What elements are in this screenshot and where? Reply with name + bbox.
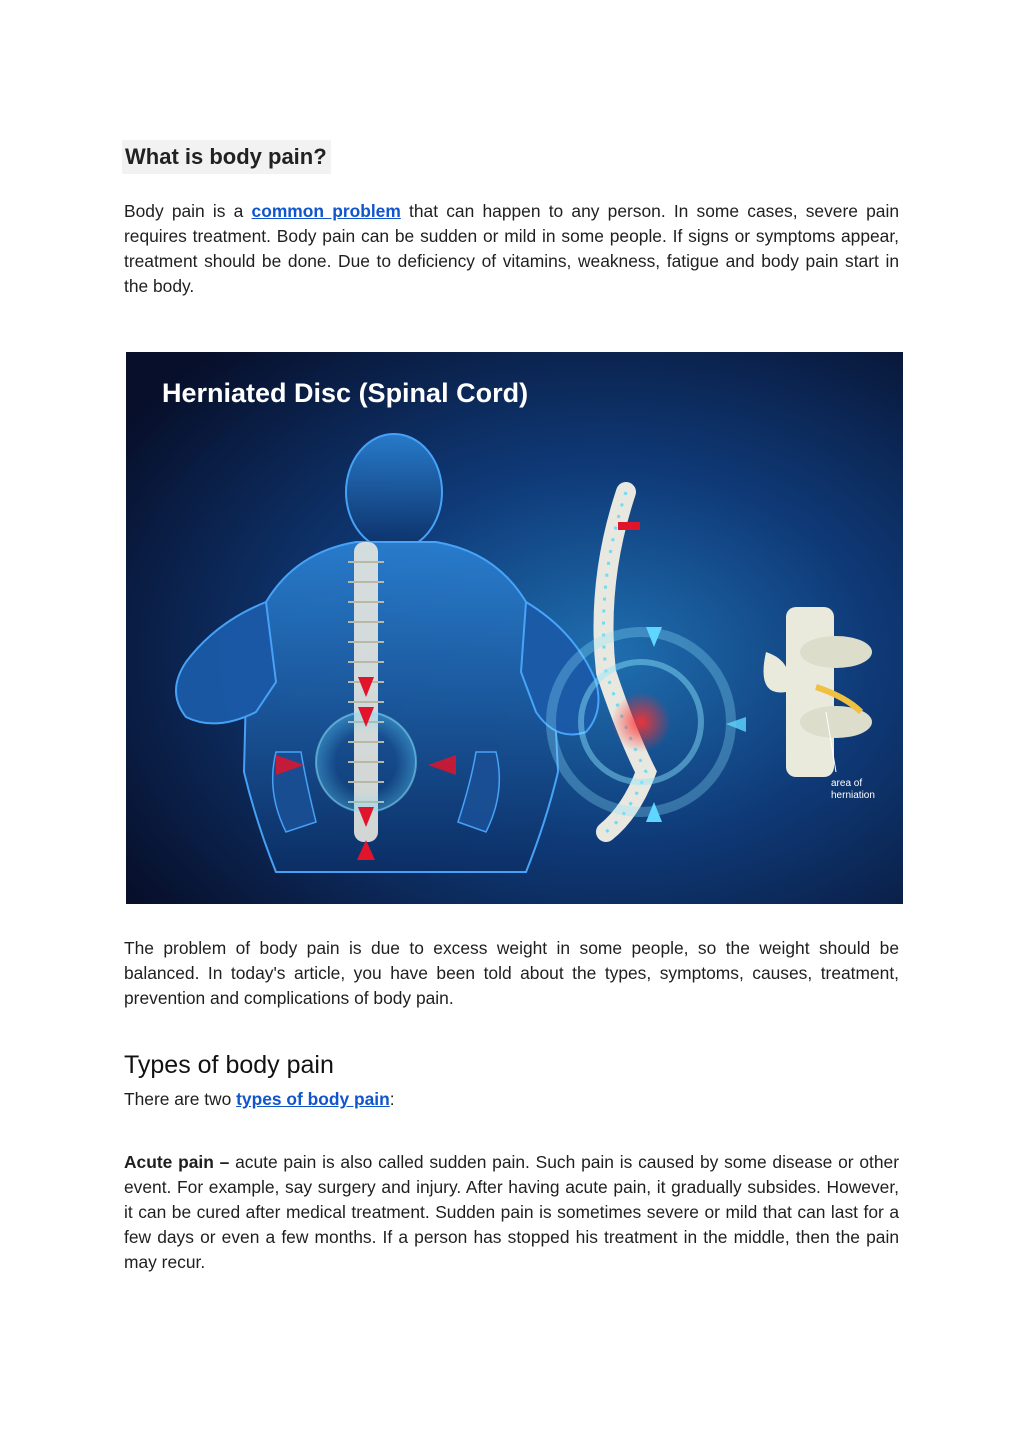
intro-text-start: Body pain is a xyxy=(124,201,252,221)
types-intro-paragraph xyxy=(124,1087,899,1112)
weight-paragraph: The problem of body pain is due to excess weight in some people, so the weight should be balanced. In today's article, you have been told about the types, symptoms, causes, treatment, prevention and complications of body pain. xyxy=(124,938,899,1008)
types-intro-colon: : xyxy=(389,1089,395,1109)
intro-paragraph xyxy=(124,199,899,299)
intro-text-end: that can happen to any person. In some cases, severe pain requires treatment. Body pain can be sudden or mild in some people. If signs or symptoms appear, treatment should be done. Due to deficiency of vitamins, weakness, fatigue and body pain start in the body. xyxy=(124,201,900,296)
herniated-disc-illustration xyxy=(126,352,903,904)
acute-pain-label: Acute pain – xyxy=(124,1152,230,1172)
section-heading-what-is-body-pain: What is body pain? xyxy=(122,140,331,174)
acute-pain-paragraph xyxy=(124,1150,899,1275)
callout-line-1: area of xyxy=(831,778,863,789)
acute-pain-text: acute pain is also called sudden pain. Such pain is caused by some disease or other event. For example, say surgery and injury. After having acute pain, it gradually subsides. However, it can be cured after medical treatment. Sudden pain is sometimes severe or mild that can last for a few days or even a few months. If a person has stopped his treatment in the middle, then the pain may recur. xyxy=(124,1152,900,1272)
types-of-body-pain-link[interactable]: types of body pain xyxy=(236,1089,390,1109)
common-problem-link[interactable]: common problem xyxy=(251,201,401,221)
callout-line-2: herniation xyxy=(831,790,875,801)
figure-title: Herniated Disc (Spinal Cord) xyxy=(162,378,529,408)
types-intro-text: There are two xyxy=(124,1089,237,1109)
section-heading-types-of-body-pain: Types of body pain xyxy=(124,1051,334,1079)
